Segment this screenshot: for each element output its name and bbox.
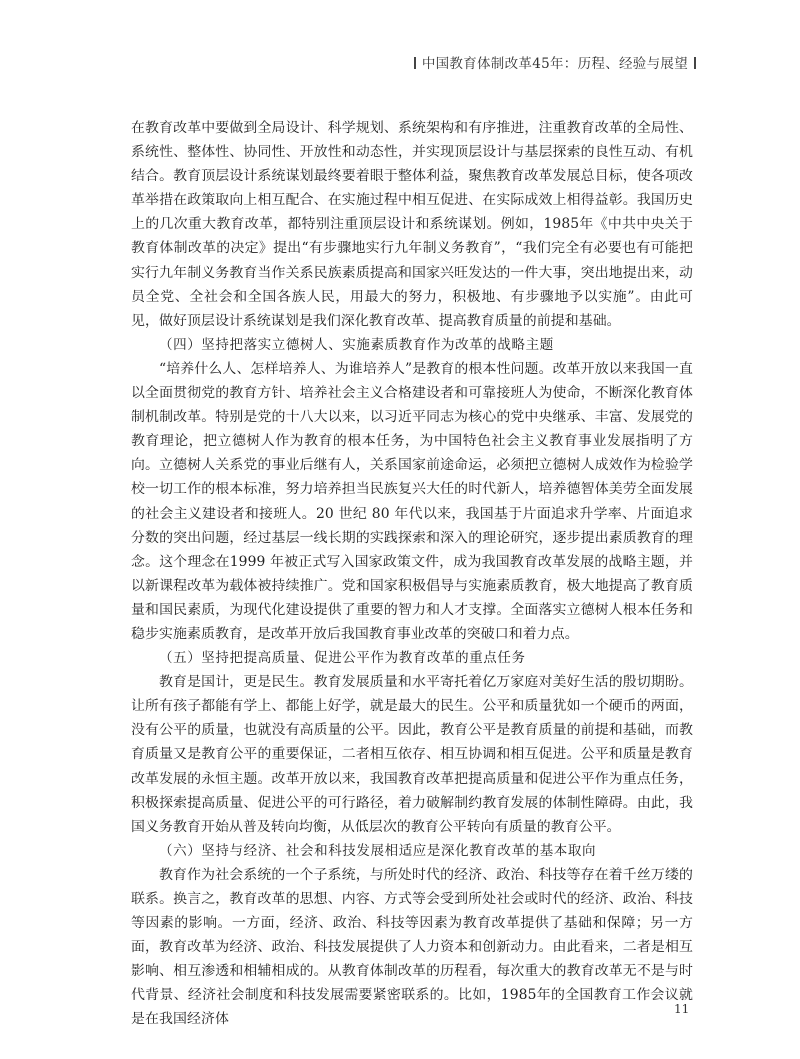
header-divider-left: [414, 57, 416, 69]
section-heading-6: （六）坚持与经济、社会和科技发展相适应是深化教育改革的基本取向: [159, 842, 597, 859]
header-title: 中国教育体制改革45年：历程、经验与展望: [421, 56, 688, 72]
header-divider-right: [694, 57, 696, 69]
section-heading-4: （四）坚持把落实立德树人、实施素质教育作为改革的战略主题: [159, 336, 554, 353]
running-header: [408, 52, 702, 72]
page-number: 11: [674, 1002, 690, 1016]
paragraph-quality-equity: 教育是国计，更是民生。教育发展质量和水平寄托着亿万家庭对美好生活的殷切期盼。让所有孩子都能有学上、都能上好学，就是最大的民生。公平和质量犹如一个硬币的两面，没有公平的质量，也就没有高质量的公平。因此，教育公平是教育质量的前提和基础，而教育质量又是教育公平的重要保证，二者相互依存、相互协调和相互促进。公平和质量是教育改革发展的永恒主题。改革开放以来，我国教育改革把提高质量和促进公平作为重点任务，积极探索提高质量、促进公平的可行路径，着力破解制约教育发展的体制性障碍。由此，我国义务教育开始从普及转向均衡，从低层次的教育公平转向有质量的教育公平。: [131, 674, 693, 835]
paragraph-moral-education: “培养什么人、怎样培养人、为谁培养人”是教育的根本性问题。改革开放以来我国一直以全面贯彻党的教育方针、培养社会主义合格建设者和可靠接班人为使命，不断深化教育体制机制改革。特别是党的十八大以来，以习近平同志为核心的党中央继承、丰富、发展党的教育理论，把立德树人作为教育的根本任务，为中国特色社会主义教育事业发展指明了方向。立德树人关系党的事业后继有人，关系国家前途命运，必须把立德树人成效作为检验学校一切工作的根本标准，努力培养担当民族复兴大任的时代新人，培养德智体美劳全面发展的社会主义建设者和接班人。20 世纪 80 年代以来，我国基于片面追求升学率、片面追求分数的突出问题，经过基层一线长期的实践探索和深入的理论研究，逐步提出素质教育的理念。这个理念在1999 年被正式写入国家政策文件，成为我国教育改革发展的战略主题，并以新课程改革为载体被持续推广。党和国家积极倡导与实施素质教育，极大地提高了教育质量和国民素质，为现代化建设提供了重要的智力和人才支撑。全面落实立德树人根本任务和稳步实施素质教育，是改革开放后我国教育事业改革的突破口和着力点。: [131, 360, 693, 642]
paragraph-top-design: 在教育改革中要做到全局设计、科学规划、系统架构和有序推进，注重教育改革的全局性、系统性、整体性、协同性、开放性和动态性，并实现顶层设计与基层探索的良性互动、有机结合。教育顶层设计系统谋划最终要着眼于整体利益，聚焦教育改革发展总目标，使各项改革举措在政策取向上相互配合、在实施过程中相互促进、在实际成效上相得益彰。我国历史上的几次重大教育改革，都特别注重顶层设计和系统谋划。例如，1985年《中共中央关于教育体制改革的决定》提出“有步骤地实行九年制义务教育”，“我们完全有必要也有可能把实行九年制义务教育当作关系民族素质提高和国家兴旺发达的一件大事，突出地提出来，动员全党、全社会和全国各族人民，用最大的努力，积极地、有步骤地予以实施”。由此可见，做好顶层设计系统谋划是我们深化教育改革、提高教育质量的前提和基础。: [131, 120, 693, 329]
section-heading-5: （五）坚持把提高质量、促进公平作为教育改革的重点任务: [159, 650, 526, 667]
paragraph-economic-adaptation: 教育作为社会系统的一个子系统，与所处时代的经济、政治、科技等存在着千丝万缕的联系。换言之，教育改革的思想、内容、方式等会受到所处社会或时代的经济、政治、科技等因素的影响。一方面，经济、政治、科技等因素为教育改革提供了基础和保障；另一方面，教育改革为经济、政治、科技发展提供了人力资本和创新动力。由此看来，二者是相互影响、相互渗透和相辅相成的。从教育体制改革的历程看，每次重大的教育改革无不是与时代背景、经济社会制度和科技发展需要紧密联系的。比如，1985年的全国教育工作会议就是在我国经济体: [131, 866, 693, 1028]
body-text: [131, 116, 693, 1032]
